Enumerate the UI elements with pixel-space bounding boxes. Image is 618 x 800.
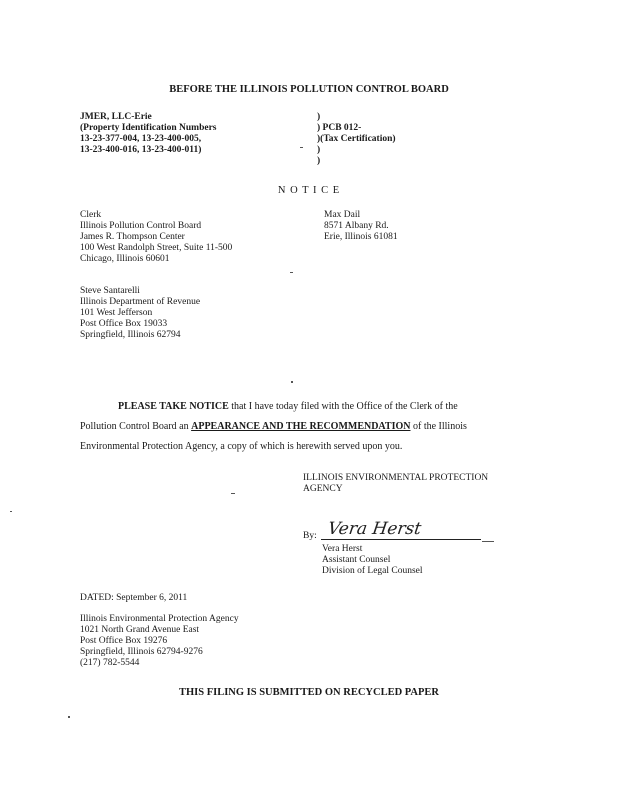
signatory-line: Division of Legal Counsel [322,566,423,576]
signatory-block [322,544,423,577]
body-text: of the Illinois [410,421,467,432]
case-caption-right [317,112,396,167]
body-line-3: Environmental Protection Agency, a copy of which is herewith served upon you. [80,441,403,452]
address-line: Clerk [80,210,102,220]
dated-line: DATED: September 6, 2011 [80,593,188,603]
address-clerk [80,210,232,265]
filing-title: APPEARANCE AND THE RECOMMENDATION [191,421,411,432]
notice-lead: PLEASE TAKE NOTICE [118,401,229,412]
address-line: Post Office Box 19033 [80,319,168,329]
address-line: 101 West Jefferson [80,308,153,318]
address-line: Max Dail [324,210,361,220]
scan-speck [68,716,70,718]
scan-speck [300,147,303,148]
signatory-line: Vera Herst [322,544,363,554]
address-line: 100 West Randolph Street, Suite 11-500 [80,243,233,253]
recycled-paper-footer: THIS FILING IS SUBMITTED ON RECYCLED PAPER [178,687,440,698]
body-line-2 [80,421,467,433]
scan-speck [291,381,293,383]
address-revenue [80,286,200,341]
scan-speck [482,541,494,542]
scan-speck [231,493,235,494]
body-text: Pollution Control Board an [80,421,192,432]
address-line: 1021 North Grand Avenue East [80,625,200,635]
caption-line: (Property Identification Numbers [80,123,217,133]
caption-line: )(Tax Certification) [317,134,396,144]
scan-speck [10,511,12,512]
caption-line: ) [317,112,321,122]
body-text: that I have today filed with the Office of the Clerk of the [228,401,458,412]
body-line-1 [118,401,458,413]
handwritten-signature: Vera Herst [326,519,423,539]
scan-speck [290,272,293,273]
address-line: Post Office Box 19276 [80,636,168,646]
address-line: Steve Santarelli [80,286,140,296]
address-line: Erie, Illinois 61081 [324,232,398,242]
address-line: Illinois Pollution Control Board [80,221,202,231]
agency-line: ILLINOIS ENVIRONMENTAL PROTECTION [303,473,489,483]
by-label: By: [303,531,317,541]
address-line: 8571 Albany Rd. [324,221,389,231]
agency-address [80,614,239,669]
agency-line: AGENCY [303,484,343,494]
agency-block [303,473,488,495]
address-line: Springfield, Illinois 62794 [80,330,181,340]
caption-line: 13-23-377-004, 13-23-400-005, [80,134,202,144]
caption-line: JMER, LLC-Erie [80,112,152,122]
address-line: (217) 782-5544 [80,658,140,668]
address-line: Illinois Department of Revenue [80,297,201,307]
signatory-line: Assistant Counsel [322,555,391,565]
address-line: Springfield, Illinois 62794-9276 [80,647,203,657]
caption-line: ) PCB 012- [317,123,362,133]
address-line: Illinois Environmental Protection Agency [80,614,239,624]
address-line: James R. Thompson Center [80,232,185,242]
address-line: Chicago, Illinois 60601 [80,254,170,264]
notice-title: N O T I C E [277,185,341,196]
board-heading: BEFORE THE ILLINOIS POLLUTION CONTROL BOARD [169,84,449,95]
address-dail [324,210,398,243]
caption-line: 13-23-400-016, 13-23-400-011) [80,145,202,155]
caption-line: ) [317,145,321,155]
case-caption-left [80,112,217,156]
signature-line [321,539,481,540]
caption-line: ) [317,156,321,166]
